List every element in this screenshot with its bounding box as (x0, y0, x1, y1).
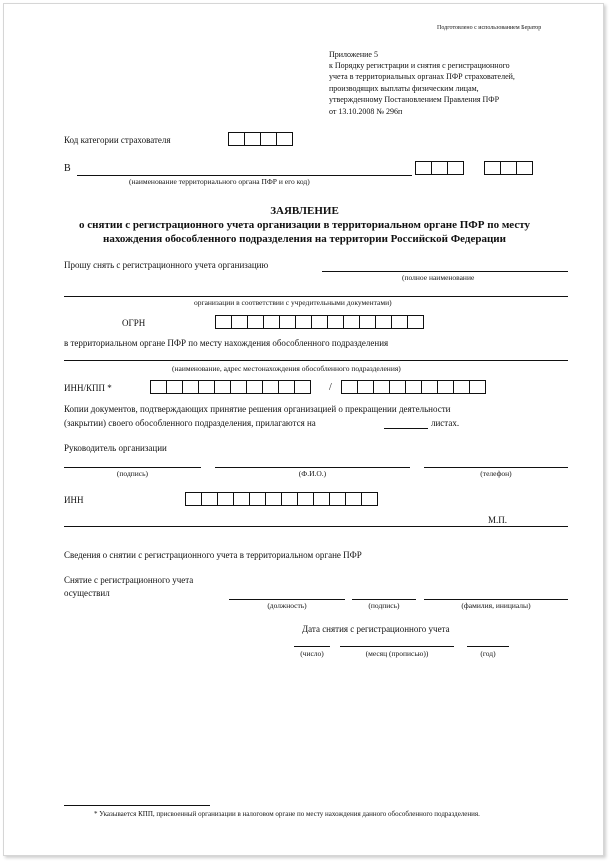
ogrn-label: ОГРН (122, 318, 146, 328)
official-sign-caption: (подпись) (368, 601, 400, 610)
footnote-line1: * Указывается КПП, присвоенный организации в налоговом органе по месту нахождения данного обособленного (94, 810, 433, 818)
year-caption: (год) (480, 649, 496, 658)
ogrn-cells[interactable] (215, 315, 424, 329)
footnote (64, 810, 568, 819)
official-name-line[interactable] (424, 599, 568, 600)
head-phone-line[interactable] (424, 467, 568, 468)
request-label: Прошу снять с регистрационного учета организацию (64, 260, 269, 270)
appendix-line: утвержденному Постановлением Правления ПФР (329, 95, 500, 104)
organ-code-cells-a[interactable] (415, 161, 464, 175)
month-line[interactable] (340, 646, 454, 647)
docs-caption: организации в соответствии с учредительными документами) (194, 298, 392, 307)
day-line[interactable] (294, 646, 330, 647)
appendix-line: производящих выплаты физическим лицам, (329, 84, 479, 93)
position-caption: (должность) (267, 601, 307, 610)
name-caption: (фамилия, инициалы) (461, 601, 531, 610)
inn-cells[interactable] (150, 380, 311, 394)
territorial-organ-caption: (наименование территориального органа ПФР и его код) (129, 177, 310, 186)
form-title: ЗАЯВЛЕНИЕ (270, 205, 339, 217)
footnote-line2: подразделения. (434, 810, 480, 818)
subdivision-address-line[interactable] (64, 360, 568, 361)
fio-caption: (Ф.И.О.) (298, 469, 327, 478)
org-name-line[interactable] (322, 271, 568, 272)
day-caption: (число) (300, 649, 324, 658)
removal-done-line1: Снятие с регистрационного учета (64, 575, 194, 585)
appendix-line: Приложение 5 (329, 50, 378, 59)
head-fio-line[interactable] (215, 467, 410, 468)
month-caption: (месяц (прописью)) (365, 649, 429, 658)
inn-kpp-slash: / (329, 382, 332, 393)
head-signature-line[interactable] (64, 467, 201, 468)
territorial-organ-line[interactable] (77, 175, 412, 176)
category-code-cells[interactable] (228, 132, 293, 146)
form-subtitle-line2: нахождения обособленного подразделения на территории Российской Федерации (103, 233, 506, 245)
organ-code-cells-b[interactable] (484, 161, 533, 175)
position-line[interactable] (229, 599, 345, 600)
to-label: В (64, 163, 71, 174)
address-caption: (наименование, адрес местонахождения обособленного подразделения) (172, 364, 401, 373)
form-subtitle-line1: о снятии с регистрационного учета организации в территориальном органе ПФР по месту (79, 219, 530, 231)
copies-text-line1: Копии документов, подтверждающих принятие решения организацией о прекращении деятельности (64, 404, 451, 414)
sign-caption: (подпись) (116, 469, 149, 478)
head-inn-cells[interactable] (185, 492, 378, 506)
removal-done-line2: осуществил (64, 588, 110, 598)
separator-line (64, 526, 568, 527)
kpp-cells[interactable] (341, 380, 486, 394)
org-name-line-2[interactable] (64, 296, 568, 297)
removal-info-label: Сведения о снятии с регистрационного учета в территориальном органе ПФР (64, 550, 362, 560)
copies-text-line2: (закрытии) своего обособленного подразделения, прилагаются на (64, 418, 316, 428)
removal-date-label: Дата снятия с регистрационного учета (302, 624, 450, 634)
prepared-note: Подготовлено с использованием Бератор (437, 25, 542, 31)
sheets-count-line[interactable] (384, 428, 428, 429)
territorial-text: в территориальном органе ПФР по месту нахождения обособленного подразделения (64, 338, 389, 348)
inn-label: ИНН (64, 495, 84, 505)
category-code-label: Код категории страхователя (64, 135, 171, 145)
official-signature-line[interactable] (352, 599, 416, 600)
inn-kpp-label: ИНН/КПП * (64, 383, 112, 393)
application-form-page (3, 3, 604, 856)
sheets-label: листах. (431, 418, 460, 428)
stamp-place-label: М.П. (488, 515, 508, 525)
appendix-line: к Порядку регистрации и снятия с регистрационного (329, 61, 510, 70)
head-label: Руководитель организации (64, 443, 167, 453)
footnote-separator (64, 805, 210, 806)
fullname-caption: (полное наименование (402, 273, 475, 282)
appendix-line: от 13.10.2008 № 296п (329, 107, 403, 116)
phone-caption: (телефон) (480, 469, 512, 478)
appendix-line: учета в территориальных органах ПФР страхователей, (329, 72, 515, 81)
year-line[interactable] (467, 646, 509, 647)
